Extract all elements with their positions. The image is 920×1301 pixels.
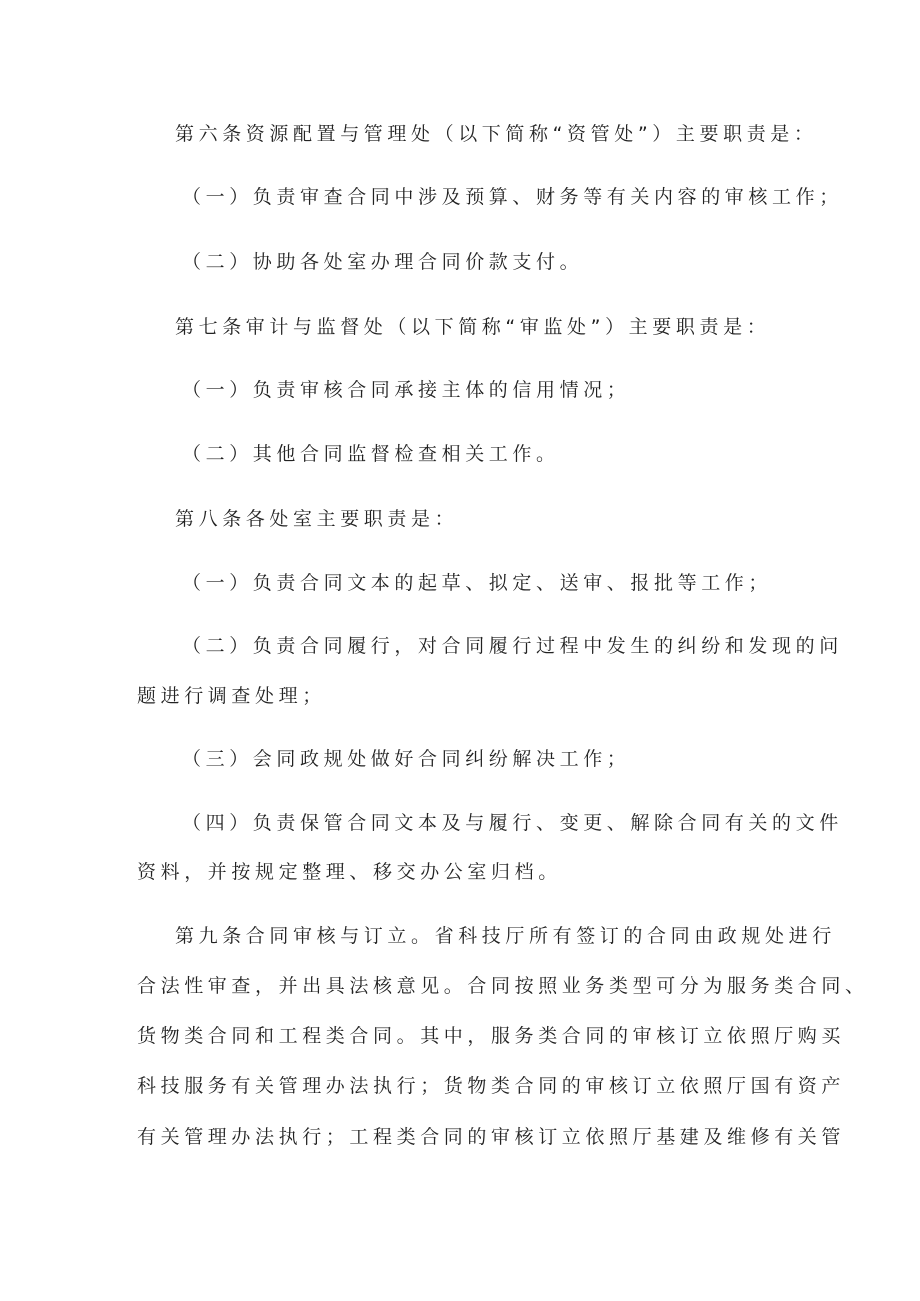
article-7-item-1: （一）负责审核合同承接主体的信用情况；: [182, 379, 631, 401]
article-8-item-2: （二）负责合同履行，对合同履行过程中发生的纠纷和发现的问: [182, 635, 843, 657]
article-7-heading: 第七条审计与监督处（以下简称“审监处”）主要职责是：: [175, 316, 771, 338]
article-8-item-4-cont: 资料，并按规定整理、移交办公室归档。: [137, 861, 562, 883]
article-9-line-3: 货物类合同和工程类合同。其中，服务类合同的审核订立依照厅购买: [137, 1025, 846, 1047]
article-6-item-2: （二）协助各处室办理合同价款支付。: [182, 251, 584, 273]
article-9-line-1: 第九条合同审核与订立。省科技厅所有签订的合同由政规处进行: [175, 925, 836, 947]
article-8-item-3: （三）会同政规处做好合同纠纷解决工作；: [182, 748, 631, 770]
article-6-heading: 第六条资源配置与管理处（以下简称“资管处”）主要职责是：: [175, 123, 818, 145]
article-8-item-1: （一）负责合同文本的起草、拟定、送审、报批等工作；: [182, 572, 773, 594]
article-9-line-4: 科技服务有关管理办法执行；货物类合同的审核订立依照厅国有资产: [137, 1075, 846, 1097]
article-8-heading: 第八条各处室主要职责是：: [175, 508, 459, 530]
article-6-item-1: （一）负责审查合同中涉及预算、财务等有关内容的审核工作；: [182, 186, 843, 208]
article-9-line-5: 有关管理办法执行；工程类合同的审核订立依照厅基建及维修有关管: [137, 1126, 846, 1148]
article-7-item-2: （二）其他合同监督检查相关工作。: [182, 443, 560, 465]
article-9-line-2: 合法性审查，并出具法核意见。合同按照业务类型可分为服务类合同、: [137, 975, 869, 997]
article-8-item-4: （四）负责保管合同文本及与履行、变更、解除合同有关的文件: [182, 812, 843, 834]
article-8-item-2-cont: 题进行调查处理；: [137, 685, 326, 707]
